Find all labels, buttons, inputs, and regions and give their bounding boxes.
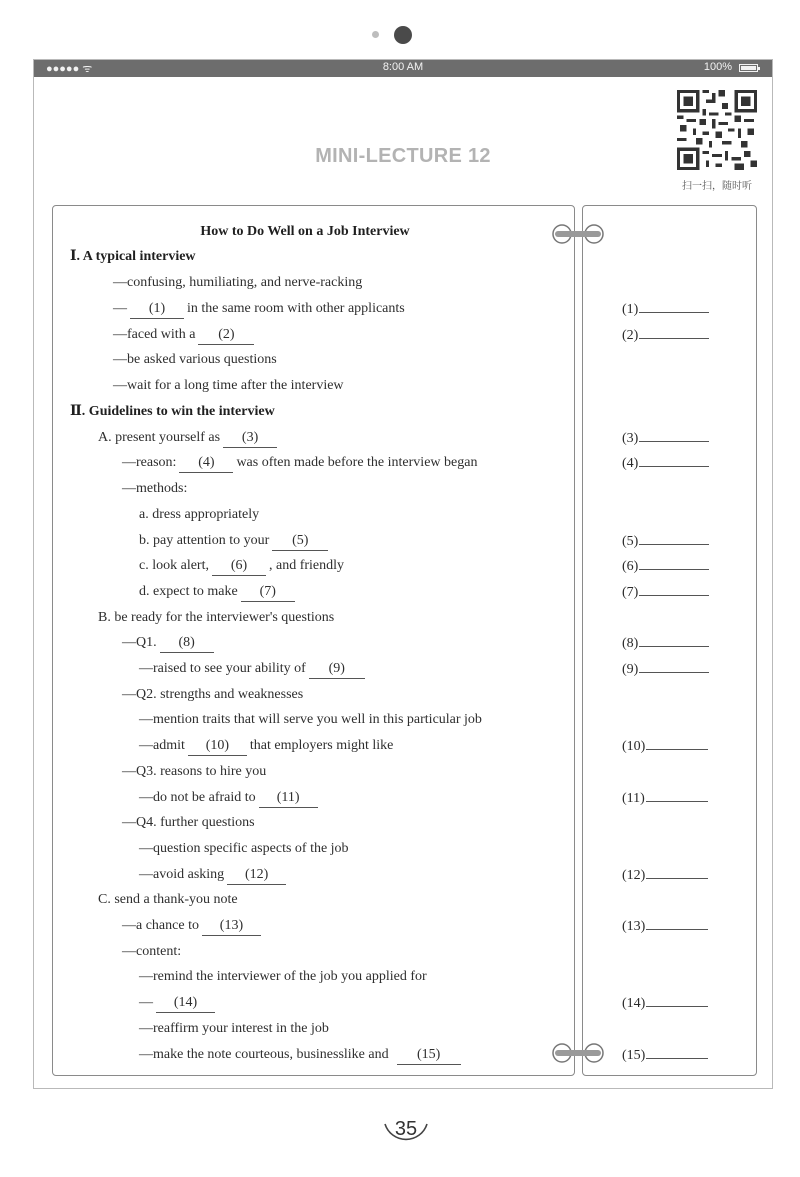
outline-line: c. look alert, (6) , and friendly [139, 557, 344, 576]
outline-line: —wait for a long time after the interview [113, 378, 344, 393]
answer-slot-14[interactable]: (14) [622, 994, 708, 1013]
answer-slot-12[interactable]: (12) [622, 866, 708, 885]
answer-slot-2[interactable]: (2) [622, 326, 709, 345]
answer-slot-15[interactable]: (15) [622, 1046, 708, 1065]
outline-line: —Q1. (8) [122, 634, 217, 653]
camera-dot-small [372, 31, 379, 38]
outline-line: —methods: [122, 481, 188, 496]
blank-7[interactable]: (7) [241, 583, 295, 602]
blank-15[interactable]: (15) [397, 1046, 461, 1065]
outline-line: —avoid asking (12) [139, 866, 289, 885]
qr-caption: 扫一扫，随时听 [682, 181, 752, 192]
outline-line: —faced with a (2) [113, 326, 257, 345]
answer-slot-8[interactable]: (8) [622, 634, 709, 653]
lecture-title: MINI-LECTURE 12 [315, 145, 491, 167]
page-number: 35 [394, 1118, 418, 1140]
outline-line: a. dress appropriately [139, 507, 260, 522]
outline-line: d. expect to make (7) [139, 583, 298, 602]
outline-line: —question specific aspects of the job [139, 841, 349, 856]
outline-line: —mention traits that will serve you well in this particular job [139, 712, 482, 727]
qr-code-icon[interactable] [677, 90, 757, 170]
outline-line: A. present yourself as (3) [98, 429, 280, 448]
outline-line: —confusing, humiliating, and nerve-racking [113, 275, 363, 290]
answer-slot-13[interactable]: (13) [622, 917, 708, 936]
outline-line: —content: [122, 944, 182, 959]
answer-slot-1[interactable]: (1) [622, 300, 709, 319]
binder-ring-icon [549, 1042, 607, 1064]
outline-line: b. pay attention to your (5) [139, 532, 331, 551]
outline-line: —reaffirm your interest in the job [139, 1021, 329, 1036]
outline-line: —Q4. further questions [122, 815, 255, 830]
blank-10[interactable]: (10) [188, 737, 247, 756]
blank-11[interactable]: (11) [259, 789, 318, 808]
outline-line: —admit (10) that employers might like [139, 737, 393, 756]
outline-line: —make the note courteous, businesslike and (15) [139, 1046, 464, 1065]
outline-line: —Q2. strengths and weaknesses [122, 687, 304, 702]
outline-line: —do not be afraid to (11) [139, 789, 321, 808]
blank-1[interactable]: (1) [130, 300, 184, 319]
outline-line: —be asked various questions [113, 352, 277, 367]
answer-slot-4[interactable]: (4) [622, 454, 709, 473]
outline-line: — (14) [139, 994, 218, 1013]
outline-line: C. send a thank-you note [98, 892, 238, 907]
section-heading: Ⅱ. Guidelines to win the interview [70, 404, 275, 419]
outline-line: —reason: (4) was often made before the interview began [122, 454, 477, 473]
blank-8[interactable]: (8) [160, 634, 214, 653]
answer-slot-11[interactable]: (11) [622, 789, 708, 808]
outline-line: B. be ready for the interviewer's questions [98, 610, 335, 625]
outline-line: —remind the interviewer of the job you applied for [139, 969, 427, 984]
blank-14[interactable]: (14) [156, 994, 215, 1013]
outline-title: How to Do Well on a Job Interview [200, 224, 410, 239]
answer-slot-7[interactable]: (7) [622, 583, 709, 602]
camera-dot [394, 26, 412, 44]
outline-line: —raised to see your ability of (9) [139, 660, 368, 679]
outline-line: —Q3. reasons to hire you [122, 764, 267, 779]
blank-3[interactable]: (3) [223, 429, 277, 448]
blank-4[interactable]: (4) [179, 454, 233, 473]
blank-13[interactable]: (13) [202, 917, 261, 936]
blank-12[interactable]: (12) [227, 866, 286, 885]
answer-slot-10[interactable]: (10) [622, 737, 708, 756]
status-bar [34, 60, 772, 77]
outline-line: —a chance to (13) [122, 917, 264, 936]
signal-wifi-icon: ●●●●● ᯤ [46, 63, 93, 75]
answer-slot-6[interactable]: (6) [622, 557, 709, 576]
status-time: 8:00 AM [382, 61, 424, 73]
blank-5[interactable]: (5) [272, 532, 328, 551]
battery-percent: 100% [703, 61, 732, 73]
blank-2[interactable]: (2) [198, 326, 254, 345]
battery-icon [739, 64, 758, 72]
blank-6[interactable]: (6) [212, 557, 266, 576]
blank-9[interactable]: (9) [309, 660, 365, 679]
answer-slot-3[interactable]: (3) [622, 429, 709, 448]
section-heading: Ⅰ. A typical interview [70, 249, 196, 264]
outline-line: — (1) in the same room with other applicants [113, 300, 405, 319]
answer-slot-5[interactable]: (5) [622, 532, 709, 551]
answer-slot-9[interactable]: (9) [622, 660, 709, 679]
